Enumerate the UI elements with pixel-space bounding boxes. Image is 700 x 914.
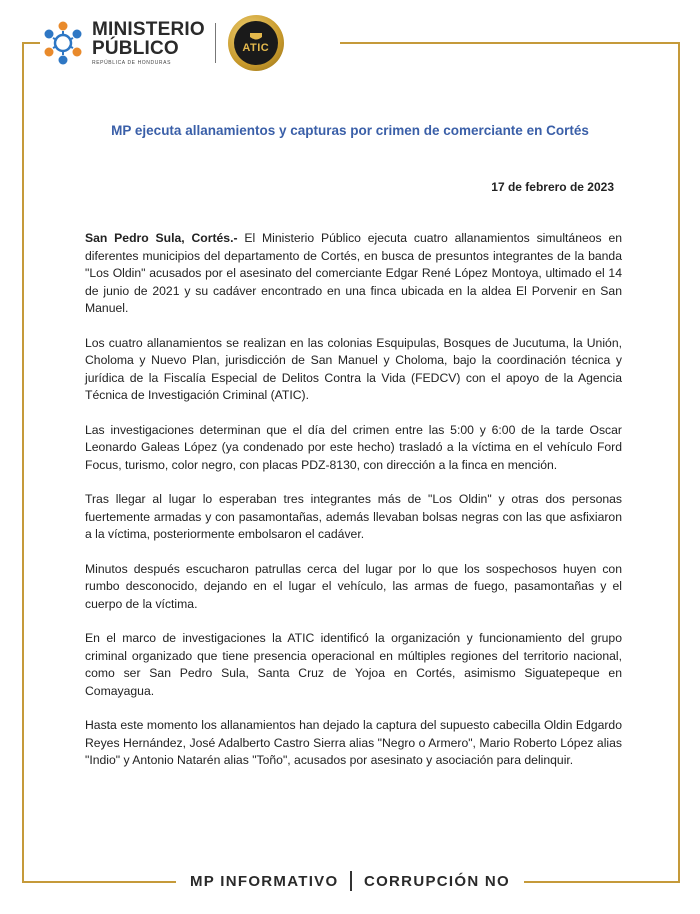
ministerio-publico-emblem-icon (40, 20, 86, 66)
footer-corrupcion-no: CORRUPCIÓN NO (363, 872, 511, 890)
org-name-line1: MINISTERIO (92, 19, 205, 40)
paragraph-1 (85, 230, 622, 318)
atic-seal-icon (228, 15, 284, 71)
paragraph-1-text: El Ministerio Público ejecuta cuatro allanamientos simultáneos en diferentes municipios del departamento de Cortés, en busca de presuntos integrantes de la banda "Los Oldin" acusados por el asesinato del comerciante Edgar René López Montoya, ultimado el 14 de junio de 2021 y su cadáver encontrado en una finca ubicada en la aldea El Porvenir en San Manuel. (85, 231, 622, 315)
footer (0, 866, 700, 896)
paragraph-5: Minutos después escucharon patrullas cerca del lugar por lo que los sospechosos huyen con rumbo desconocido, dejando en el lugar el vehículo, las armas de fuego, pasamontañas y el cuerpo de la víctima. (85, 561, 622, 611)
header (40, 8, 340, 78)
org-name-line2: PÚBLICO (92, 38, 179, 59)
footer-mp-informativo: MP INFORMATIVO (189, 872, 339, 890)
paragraph-3: Las investigaciones determinan que el día del crimen entre las 5:00 y 6:00 de la tarde Oscar Leonardo Galeas López (ya condenado por este hecho) trasladó a la víctima en el vehículo Ford Focus, turismo, color negro, con placas PDZ-8130, con dirección a la finca en mención. (85, 422, 622, 472)
paragraph-4: Tras llegar al lugar lo esperaban tres integrantes más de "Los Oldin" y otras dos personas fuertemente armadas y con pasamontañas, además llevaban bolsas negras con las que asfixiaron a la víctima, posteriormente embolsaron el cadáver. (85, 492, 622, 541)
footer-divider (350, 871, 352, 891)
ministerio-publico-logo (40, 20, 205, 66)
paragraph-6: En el marco de investigaciones la ATIC identificó la organización y funcionamiento del grupo criminal organizado que tiene presencia operacional en múltiples regiones del territorio nacional, como ser San Pedro Sula, Santa Cruz de Yojoa en Cortés, asimismo Siguatepeque en Comayagua. (85, 631, 622, 698)
header-divider (215, 23, 216, 63)
article-body (85, 230, 622, 787)
headline: MP ejecuta allanamientos y capturas por crimen de comerciante en Cortés (111, 123, 589, 138)
shield-icon (249, 32, 263, 42)
atic-seal-label: ATIC (242, 42, 270, 54)
org-subtitle: REPÚBLICA DE HONDURAS (92, 60, 172, 66)
paragraph-2: Los cuatro allanamientos se realizan en las colonias Esquipulas, Bosques de Jucutuma, la Unión, Choloma y Nuevo Plan, jurisdicción de San Manuel y Choloma, bajo la coordinación técnica y jurídica de la Fiscalía Especial de Delitos Contra la Vida (FEDCV) con el apoyo de la Agencia Técnica de Investigación Criminal (ATIC). (85, 335, 622, 402)
publication-date: 17 de febrero de 2023 (491, 180, 614, 194)
paragraph-7: Hasta este momento los allanamientos han dejado la captura del supuesto cabecilla Oldin Edgardo Reyes Hernández, José Adalberto Castro Sierra alias "Negro o Armero", Mario Roberto López alias "Indio" y Antonio Natarén alias "Toño", acusados por asesinato y asociación para delinquir. (85, 718, 622, 767)
dateline: San Pedro Sula, Cortés.- (85, 231, 238, 245)
